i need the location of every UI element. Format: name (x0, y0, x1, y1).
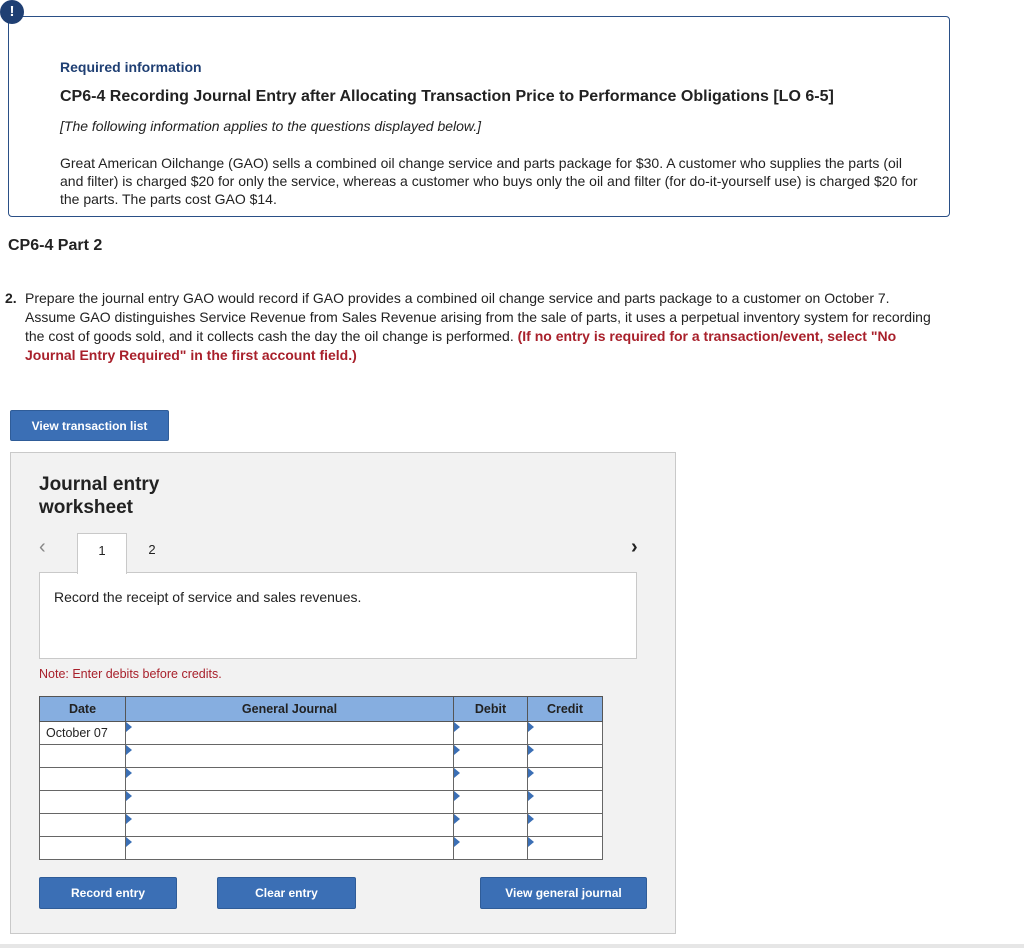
date-cell[interactable] (40, 745, 126, 768)
required-information-panel (8, 16, 950, 217)
journal-row (40, 837, 603, 860)
date-cell[interactable] (40, 791, 126, 814)
credit-input[interactable] (528, 745, 603, 768)
scenario-text: Great American Oilchange (GAO) sells a combined oil change service and parts package for $30. A customer who supplies the parts (oil and filter) is charged $20 for only the service, whereas a customer who buys only the oil and filter (for do-it-yourself use) is charged $20 for the parts. The parts cost GAO $14. (60, 155, 918, 207)
dropdown-arrow-icon (126, 768, 132, 778)
account-select[interactable] (126, 722, 454, 745)
debit-input[interactable] (454, 814, 528, 837)
exclamation-icon: ! (0, 0, 24, 24)
journal-header-row (40, 697, 603, 722)
applies-note: [The following information applies to the questions displayed below.] (60, 118, 482, 134)
worksheet-title (39, 473, 159, 519)
journal-table (39, 696, 603, 860)
dropdown-arrow-icon (454, 722, 460, 732)
journal-row (40, 745, 603, 768)
required-information-label: Required information (60, 59, 202, 75)
dropdown-arrow-icon (454, 791, 460, 801)
question-number: 2. (5, 290, 17, 306)
view-transaction-list-button[interactable]: View transaction list (10, 410, 169, 441)
credit-input[interactable] (528, 722, 603, 745)
dropdown-arrow-icon (454, 745, 460, 755)
credit-input[interactable] (528, 791, 603, 814)
dropdown-arrow-icon (528, 722, 534, 732)
chevron-left-icon[interactable]: ‹ (39, 536, 46, 558)
dropdown-arrow-icon (454, 814, 460, 824)
worksheet-tab-1[interactable]: 1 (77, 533, 127, 574)
worksheet-description (39, 572, 637, 659)
credit-input[interactable] (528, 837, 603, 860)
journal-row (40, 768, 603, 791)
dropdown-arrow-icon (126, 745, 132, 755)
credit-input[interactable] (528, 814, 603, 837)
debit-header: Debit (454, 697, 528, 722)
dropdown-arrow-icon (126, 837, 132, 847)
dropdown-arrow-icon (126, 791, 132, 801)
chevron-right-icon[interactable]: › (631, 536, 638, 558)
credit-header: Credit (528, 697, 603, 722)
debit-input[interactable] (454, 768, 528, 791)
dropdown-arrow-icon (454, 768, 460, 778)
worksheet-note: Note: Enter debits before credits. (39, 667, 222, 681)
journal-row (40, 814, 603, 837)
account-select[interactable] (126, 814, 454, 837)
worksheet-description-text: Record the receipt of service and sales revenues. (54, 589, 362, 605)
account-select[interactable] (126, 837, 454, 860)
debit-input[interactable] (454, 745, 528, 768)
debit-input[interactable] (454, 722, 528, 745)
dropdown-arrow-icon (528, 791, 534, 801)
credit-input[interactable] (528, 768, 603, 791)
date-header: Date (40, 697, 126, 722)
date-cell[interactable] (40, 768, 126, 791)
question-body (25, 289, 935, 365)
dropdown-arrow-icon (528, 768, 534, 778)
worksheet-title-line2: worksheet (39, 497, 133, 518)
debit-input[interactable] (454, 791, 528, 814)
page-bottom-divider (0, 944, 1024, 948)
dropdown-arrow-icon (454, 837, 460, 847)
journal-entry-worksheet (10, 452, 676, 934)
question-instruction: (If no entry is required for a transaction/event, select "No Journal Entry Required" in the first account field.) (25, 328, 897, 363)
general-journal-header: General Journal (126, 697, 454, 722)
part-title: CP6-4 Part 2 (8, 237, 103, 254)
account-select[interactable] (126, 768, 454, 791)
question (5, 289, 935, 365)
journal-row (40, 791, 603, 814)
journal-row (40, 722, 603, 745)
worksheet-tab-2[interactable]: 2 (148, 542, 156, 557)
dropdown-arrow-icon (528, 837, 534, 847)
account-select[interactable] (126, 745, 454, 768)
dropdown-arrow-icon (126, 722, 132, 732)
date-cell[interactable] (40, 814, 126, 837)
problem-title: CP6-4 Recording Journal Entry after Allocating Transaction Price to Performance Obligations [LO 6-5] (60, 88, 834, 105)
dropdown-arrow-icon (528, 745, 534, 755)
worksheet-title-line1: Journal entry (39, 474, 160, 495)
date-cell[interactable]: October 07 (40, 722, 126, 745)
clear-entry-button[interactable]: Clear entry (217, 877, 356, 909)
question-text: Prepare the journal entry GAO would record if GAO provides a combined oil change service and parts package to a customer on October 7. Assume GAO distinguishes Service Revenue from Sales Revenue arising from the sale of parts, it uses a perpetual inventory system for recording the cost of goods sold, and it collects cash the day the oil change is performed. (25, 290, 931, 344)
view-general-journal-button[interactable]: View general journal (480, 877, 647, 909)
dropdown-arrow-icon (126, 814, 132, 824)
date-cell[interactable] (40, 837, 126, 860)
account-select[interactable] (126, 791, 454, 814)
record-entry-button[interactable]: Record entry (39, 877, 177, 909)
debit-input[interactable] (454, 837, 528, 860)
dropdown-arrow-icon (528, 814, 534, 824)
